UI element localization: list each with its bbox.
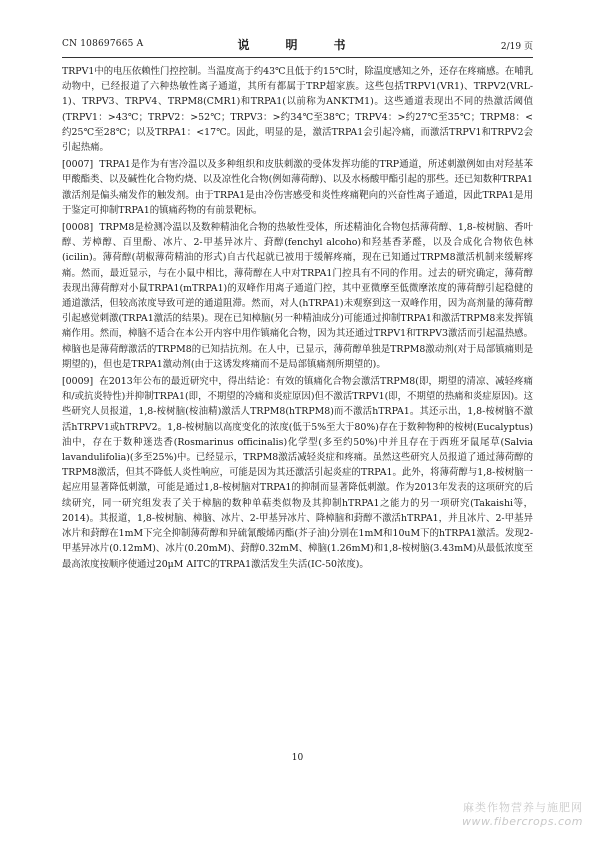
header-divider	[62, 57, 533, 58]
paragraph-number: [0008]	[62, 222, 94, 234]
document-body	[62, 64, 533, 572]
document-title: 说 明 书	[237, 38, 358, 52]
paragraph-text: 在2013年公布的最近研究中，得出结论：有效的镇痛化合物会激活TRPM8(即，期望的清凉、减轻疼痛和/或抗炎特性)并抑制TRPA1(即，不期望的冷痛和炎症原因)但不激活TRPV1(即，不期望的热痛和炎症原因)。这些研究人员报道，1,8-桉树脑(桉油精)激活人TRPM8(hTRPM8)而不激活hTRPA1。其还示出，1,8-桉树脑不激活hTRPV1或hTRPV2。1,8-桉树脑以高度变化的浓度(低于5%至大于80%)存在于数种物种的桉树(Eucalyptus)油中，存在于数种迷迭香(Rosmarinus officinalis)化学型(多至约50%)中并且存在于西班牙鼠尾草(Salvia lavandulifolia)(多至25%)中。已经显示，TRPM8激活减轻炎症和疼痛。虽然这些研究人员报道了通过薄荷醇的TRPM8激活，但其不降低人炎性响应，可能是因为其还激活引起炎症的TRPA1。此外，将薄荷醇与1,8-桉树脑一起应用显著降低刺激，可能是通过1,8-桉树脑对TRPA1的抑制而显著降低刺激。作为2013年发表的这项研究的后续研究，同一研究组发表了关于樟脑的数种单萜类似物及其抑制hTRPA1之能力的另一项研究(Takaishi等，2014)。其报道，1,8-桉树脑、樟脑、冰片、2-甲基异冰片、降樟脑和葑醇不激活hTRPA1，并且冰片、2-甲基异冰片和葑醇在1mM下完全抑制薄荷醇和异硫氰酸烯丙酯(芥子油)分别在1mM和10uM下的hTRPA1激活。发现2-甲基异冰片(0.12mM)、冰片(0.20mM)、葑醇0.32mM、樟脑(1.26mM)和1,8-桉树脑(3.43mM)从最低浓度至最高浓度按顺序使通过20μM AITC的TRPA1激活发生失活(IC-50浓度)。	[62, 376, 533, 570]
paragraph-number: [0007]	[62, 159, 94, 171]
watermark-title: 麻类作物营养与施肥网	[463, 801, 583, 814]
watermark	[462, 799, 583, 828]
paragraph-intro: TRPV1中的电压依赖性门控控制。当温度高于约43℃且低于约15℃时，除温度感知之外，还存在疼痛感。在哺乳动物中，已经报道了六种热敏性离子通道，其所有都属于TRP超家族。这些包括TRPV1(VR1)、TRPV2(VRL-1)、TRPV3、TRPV4、TRPM8(CMR1)和TRPA1(以前称为ANKTM1)。这些通道表现出不同的热激活阈值(TRPV1：>43℃；TRPV2：>52℃；TRPV3：>约34℃至38℃；TRPV4：>约27℃至35℃；TRPM8：<约25℃至28℃；以及TRPA1：<17℃。因此，明显的是，激活TRPA1会引起冷痛，而激活TRPV1和TRPV2会引起热痛。	[62, 66, 533, 154]
paragraph-0007	[62, 157, 533, 218]
document-number: CN 108697665 A	[62, 39, 144, 49]
paragraph-0008	[62, 220, 533, 372]
watermark-url: www.fibercrops.com	[462, 815, 583, 828]
page-number: 10	[291, 753, 304, 763]
page-header	[62, 36, 533, 52]
paragraph-0009	[62, 374, 533, 572]
paragraph-number: [0009]	[62, 376, 94, 388]
paragraph-text: TRPM8是检测冷温以及数种精油化合物的热敏性受体，所述精油化合物包括薄荷醇、1,8-桉树脑、香叶醇、芳樟醇、百里酚、冰片、2-甲基异冰片、葑醇(fenchyl alcoho)和羟基香茅醛，以及合成化合物依色林(icilin)。薄荷醇(胡椒薄荷精油的形式)自古代起就已被用于缓解疼痛，现在已知通过TRPM8激活机制来缓解疼痛。然而，最近显示，与在小鼠中相比，薄荷醇在人中对TRPA1门控具有不同的作用。过去的研究确定，薄荷醇表现出薄荷醇对小鼠TRPA1(mTRPA1)的双峰作用离子通道门控，其中亚微摩至低微摩浓度的薄荷醇引起稳健的通道激活，但较高浓度导致可逆的通道阻滞。然而，对人(hTRPA1)未观察到这一双峰作用，因为高剂量的薄荷醇引起感觉刺激(TRPA1激活的结果)。现在已知樟脑(另一种精油成分)可能通过抑制TRPA1和激活TRPM8来发挥镇痛作用。然而，樟脑不适合在本公开内容中用作镇痛化合物，因为其还通过TRPV1和TRPV3激活而引起温热感。樟脑也是薄荷醇激活的TRPM8的已知拮抗剂。在人中，已显示，薄荷醇单独是TRPM8激动剂(对于局部镇痛则是期望的)，但也是TRPA1激动剂(由于这诱发疼痛而不是局部镇痛剂所期望的)。	[62, 222, 533, 370]
paragraph-text: TRPA1是作为有害冷温以及多种组织和皮肤刺激的受体发挥功能的TRP通道，所述刺激例如由对羟基苯甲酸酯类、以及碱性化合物灼烧、以及凉性化合物(例如薄荷醇)、以及水杨酸甲酯引起的那些。还已知数种TRPA1激活剂是偏头痛发作的触发剂。由于TRPA1是由冷伤害感受和炎性疼痛靶向的兴奋性离子通道，因此TRPA1是用于鉴定可抑制TRPA1的镇痛药物的有前景靶标。	[62, 159, 533, 216]
page-counter: 2/19 页	[500, 42, 533, 52]
